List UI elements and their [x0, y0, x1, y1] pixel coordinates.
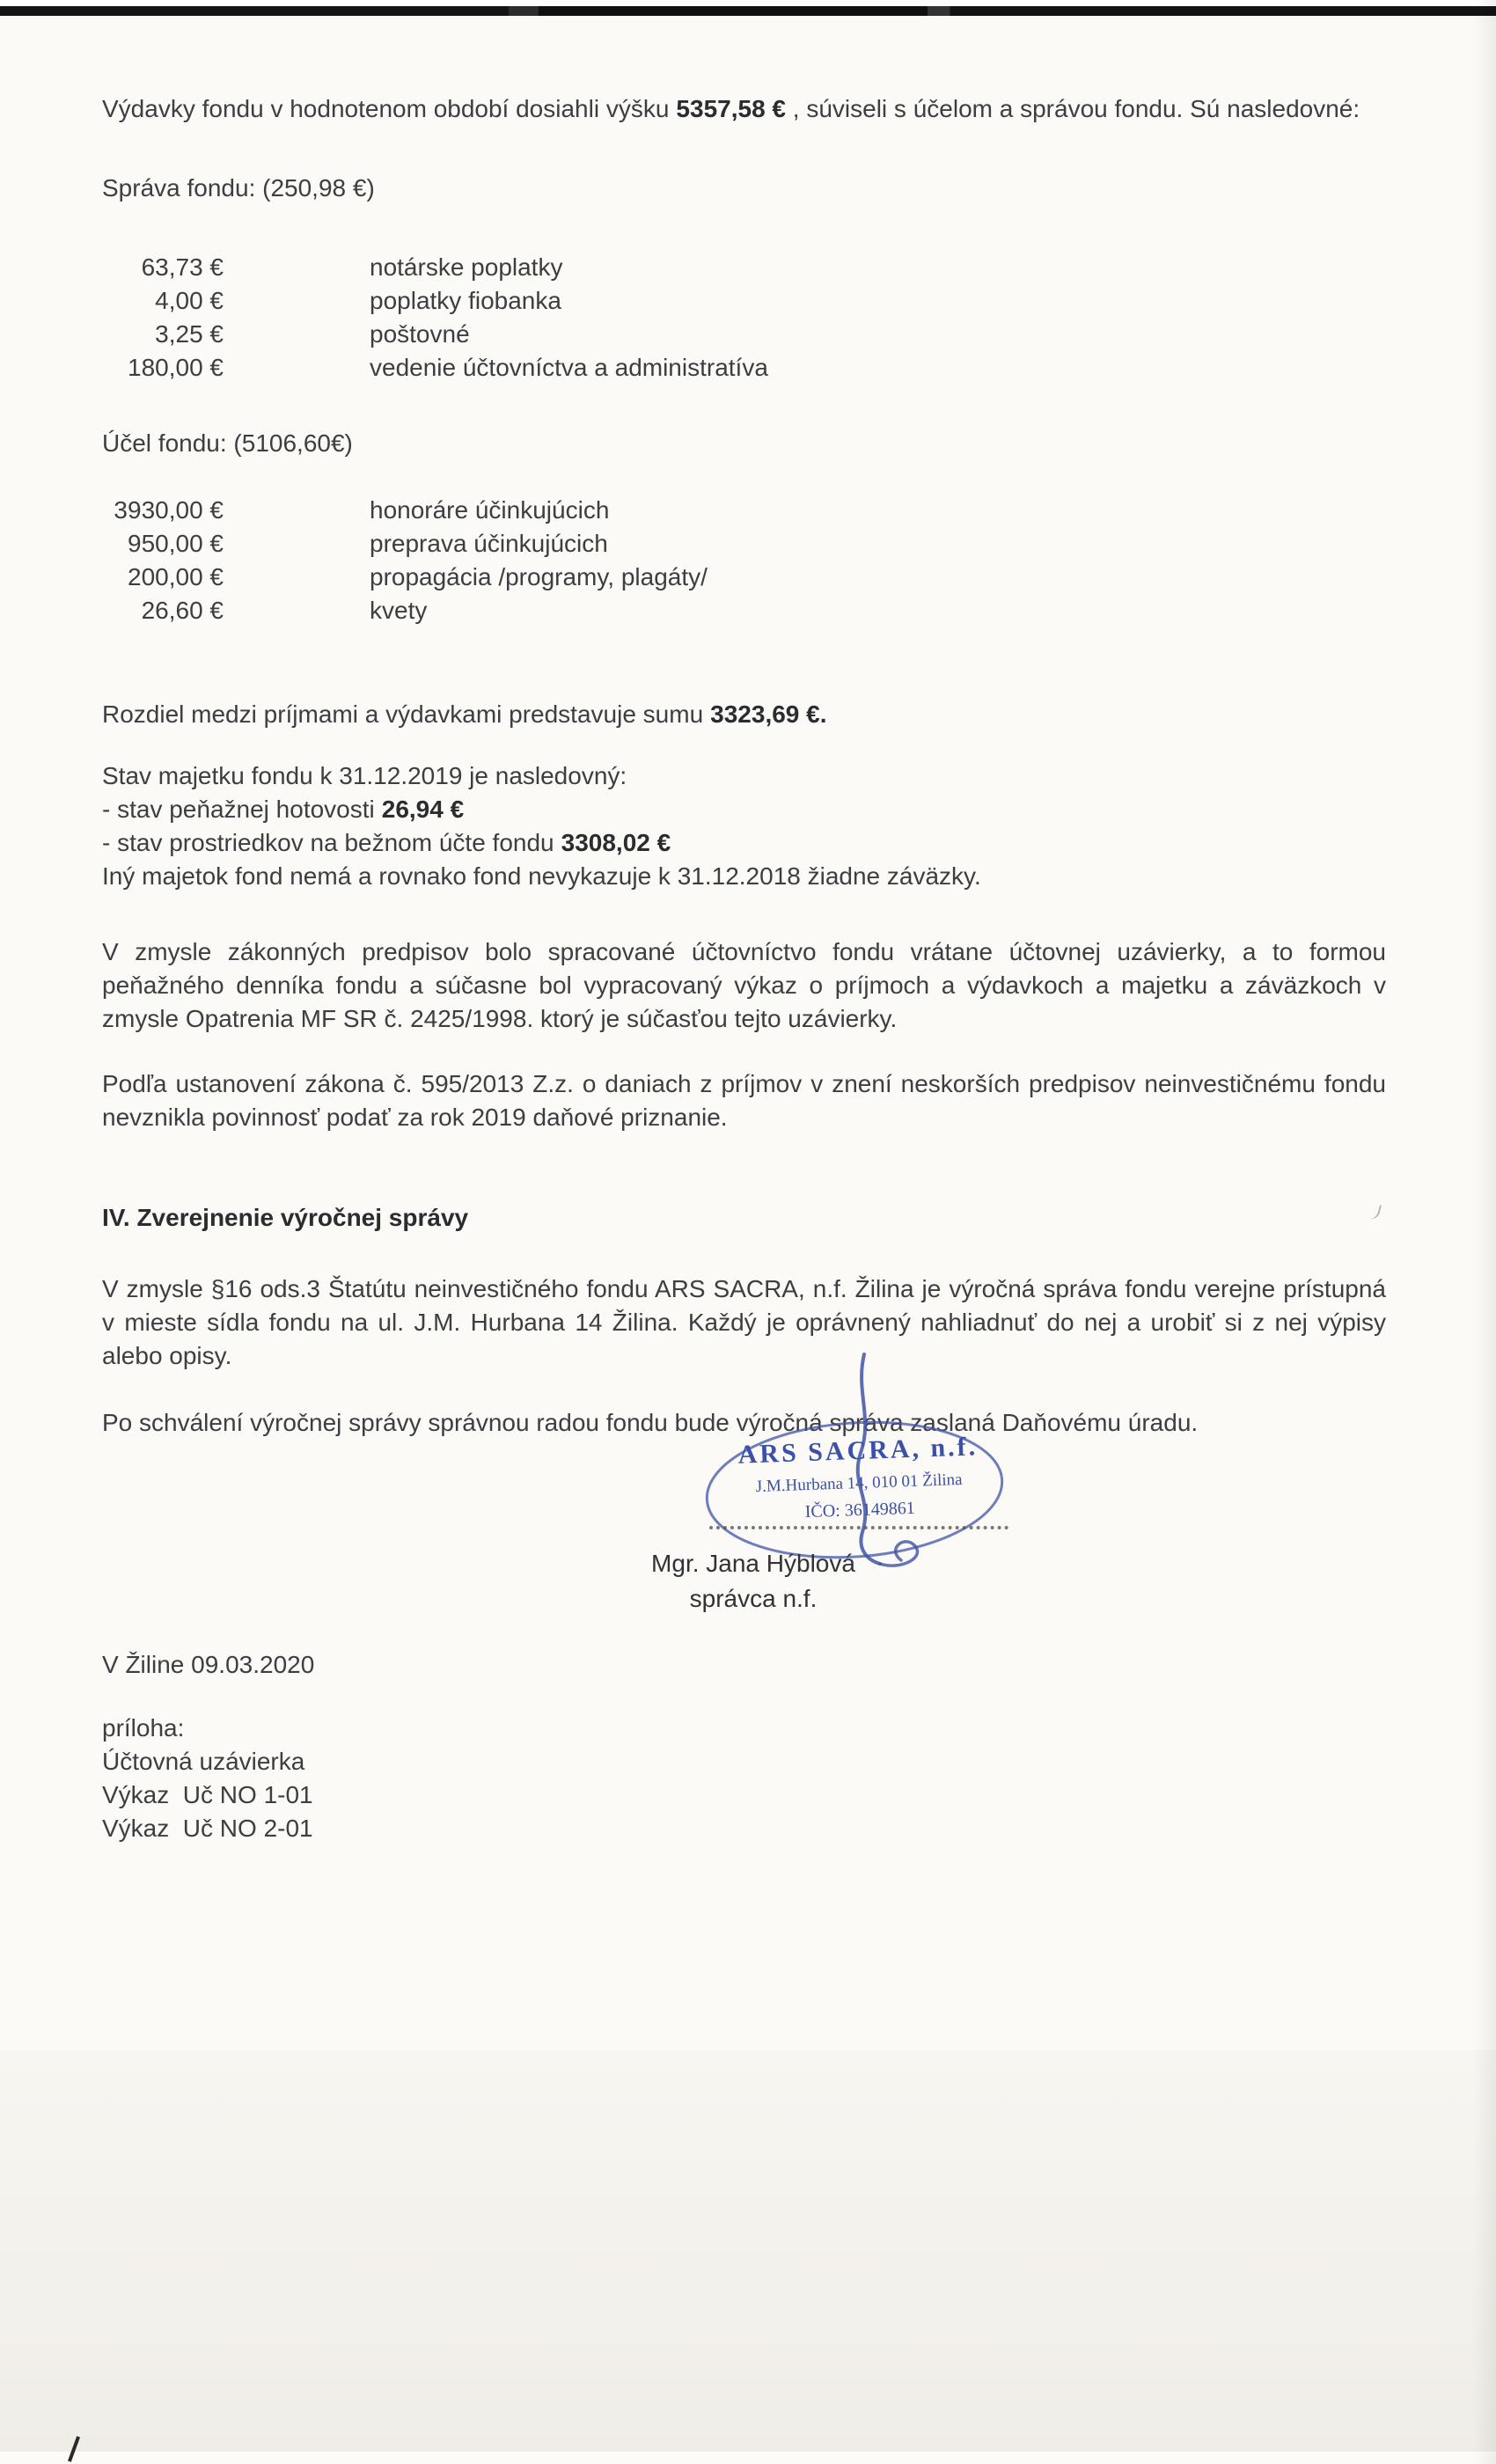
section-4-paragraph-2: Po schválení výročnej správy správnou radou fondu bude výročná správa zaslaná Daňovému úradu.: [102, 1409, 1199, 1436]
stamp-address: J.M.Hurbana 14, 010 01 Žilina: [755, 1470, 963, 1497]
stamp-org-name: ARS SACRA, n.f.: [737, 1432, 979, 1470]
place-and-date: V Žiline 09.03.2020: [102, 1651, 315, 1678]
stav-line-3: [102, 826, 1386, 860]
expense-amount: 950,00 €: [128, 530, 224, 557]
expense-amount: 4,00 €: [155, 287, 224, 314]
expense-label: poplatky fiobanka: [370, 287, 561, 314]
expense-label: propagácia /programy, plagáty/: [370, 563, 708, 590]
expense-row: [102, 351, 1386, 385]
intro-text-pre: Výdavky fondu v hodnotenom období dosiahli výšku: [102, 95, 670, 122]
cash-amount: 26,94 €: [381, 796, 465, 823]
stav-majetku-block: [102, 759, 1386, 893]
stav-line-1: Stav majetku fondu k 31.12.2019 je nasledovný:: [102, 762, 627, 789]
expense-row: [102, 251, 1386, 284]
rozdiel-paragraph: [102, 698, 1386, 731]
expense-amount: 63,73 €: [141, 253, 224, 281]
expense-row: [102, 561, 1386, 594]
stav-line-3-text: - stav prostriedkov na bežnom účte fondu: [102, 829, 554, 856]
expense-row: [102, 527, 1386, 561]
attachment-item: Účtovná uzávierka: [102, 1748, 305, 1775]
sprava-fondu-heading: Správa fondu: (250,98 €): [102, 174, 375, 202]
section-4-heading: IV. Zverejnenie výročnej správy: [102, 1204, 469, 1231]
ucel-fondu-items: [102, 494, 1386, 627]
expense-label: preprava účinkujúcich: [370, 530, 608, 557]
expense-label: poštovné: [370, 320, 470, 348]
signatory-name: Mgr. Jana Hýblová: [651, 1550, 855, 1577]
expense-label: honoráre účinkujúcich: [370, 496, 610, 524]
attachments-heading: príloha:: [102, 1714, 185, 1742]
expense-label: notárske poplatky: [370, 253, 563, 281]
expense-row: [102, 284, 1386, 318]
expense-amount: 180,00 €: [128, 354, 224, 381]
scan-shade-bottom: [0, 2050, 1496, 2464]
expense-amount: 26,60 €: [141, 597, 224, 624]
attachment-item: Výkaz Uč NO 2-01: [102, 1815, 313, 1842]
expense-amount: 200,00 €: [128, 563, 224, 590]
expense-amount: 3930,00 €: [114, 496, 224, 524]
expense-label: vedenie účtovníctva a administratíva: [370, 354, 768, 381]
stamp-ico: IČO: 36149861: [804, 1498, 916, 1522]
attachments-block: [102, 1712, 1386, 1845]
intro-text-post: , súviseli s účelom a správou fondu. Sú nasledovné:: [786, 95, 1360, 122]
attachment-item: Výkaz Uč NO 1-01: [102, 1781, 313, 1808]
total-expenses-amount: 5357,58 €: [676, 95, 786, 122]
expense-amount: 3,25 €: [155, 320, 224, 348]
expense-label: kvety: [370, 597, 428, 624]
expense-row: [102, 594, 1386, 627]
section-4-paragraph-1: V zmysle §16 ods.3 Štatútu neinvestičného fondu ARS SACRA, n.f. Žilina je výročná správa fondu verejne prístupná v mieste sídla fondu na ul. J.M. Hurbana 14 Žilina. Každý je oprávnený nahliadnuť do nej a urobiť si z nej výpisy alebo opisy.: [102, 1275, 1386, 1369]
signature-area: [102, 1415, 1386, 1635]
scan-edge-bottom: [0, 2452, 1496, 2464]
sprava-fondu-items: [102, 251, 1386, 385]
signatory-role: správca n.f.: [689, 1585, 818, 1612]
stav-line-2-text: - stav peňažnej hotovosti: [102, 796, 375, 823]
stamp-text: [708, 1431, 1009, 1526]
bank-amount: 3308,02 €: [561, 829, 671, 856]
intro-paragraph: [102, 92, 1386, 126]
expense-row: [102, 318, 1386, 351]
rozdiel-amount: 3323,69 €.: [710, 700, 827, 728]
expense-row: [102, 494, 1386, 527]
uctovnictvo-paragraph: V zmysle zákonných predpisov bolo spracované účtovníctvo fondu vrátane účtovnej uzávierky, a to formou peňažného denníka fondu a súčasne bol vypracovaný výkaz o príjmoch a výdavkoch a majetku a záväzkoch v zmysle Opatrenia MF SR č. 2425/1998. ktorý je súčasťou tejto uzávierky.: [102, 938, 1386, 1032]
stav-line-4: Iný majetok fond nemá a rovnako fond nevykazuje k 31.12.2018 žiadne záväzky.: [102, 862, 981, 890]
dan-paragraph: Podľa ustanovení zákona č. 595/2013 Z.z. o daniach z príjmov v znení neskorších predpisov neinvestičnému fondu nevznikla povinnosť podať za rok 2019 daňové priznanie.: [102, 1070, 1386, 1131]
ucel-fondu-heading: Účel fondu: (5106,60€): [102, 429, 353, 457]
stav-line-2: [102, 793, 1386, 826]
rozdiel-text: Rozdiel medzi príjmami a výdavkami predstavuje sumu: [102, 700, 704, 728]
signature-dotted-line: [709, 1526, 1008, 1529]
